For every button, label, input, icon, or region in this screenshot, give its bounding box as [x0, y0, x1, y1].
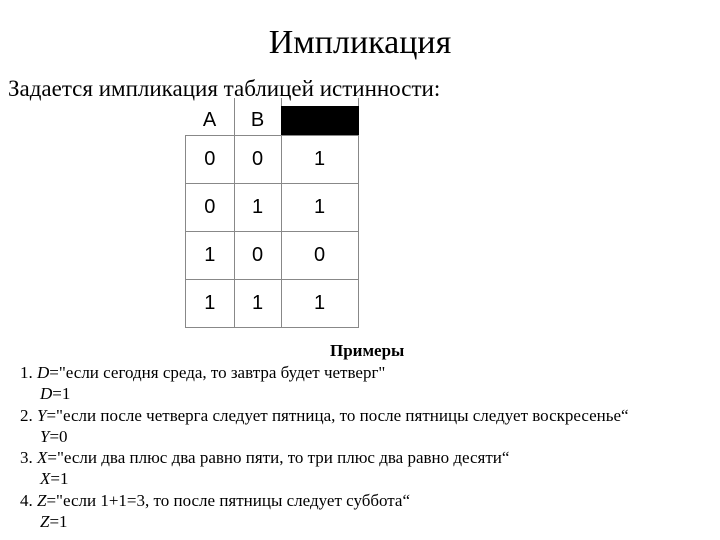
example-variable: X: [37, 448, 48, 468]
examples-list: [20, 362, 629, 532]
intro-text: Задается импликация таблицей истинности:: [8, 76, 441, 101]
example-result-variable: D: [40, 384, 53, 404]
example-result: =1: [49, 512, 68, 532]
table-row: [186, 280, 359, 328]
cell-a: 0: [186, 136, 235, 184]
cell-b: 1: [234, 280, 281, 328]
example-statement-line: [20, 490, 629, 511]
example-number: 4.: [20, 490, 33, 510]
examples-title: Примеры: [330, 341, 405, 360]
table-row: [186, 184, 359, 232]
example-variable: Z: [37, 490, 47, 510]
cell-a: 1: [186, 232, 235, 280]
table-row: [186, 232, 359, 280]
example-result-line: [20, 511, 629, 532]
example-number: 1.: [20, 363, 33, 382]
example-result-line: [20, 383, 629, 404]
example-statement: ="если после четверга следует пятница, то после пятницы следует воскресенье“: [46, 405, 629, 425]
truth-table: [185, 98, 359, 328]
example-item: [20, 490, 629, 533]
example-item: [20, 362, 629, 405]
cell-a: 1: [186, 280, 235, 328]
page-title: Импликация: [268, 24, 452, 61]
redacted-header-box: [281, 106, 359, 135]
example-result-variable: Y: [40, 426, 50, 446]
example-statement: ="если 1+1=3, то после пятницы следует суббота“: [46, 490, 411, 510]
cell-result: 1: [281, 184, 358, 232]
table-row: [186, 136, 359, 184]
example-statement-line: [20, 362, 629, 383]
example-item: [20, 447, 629, 490]
table-header-row: [186, 98, 359, 136]
example-statement-line: [20, 405, 629, 426]
example-result: =1: [52, 384, 71, 404]
example-variable: Y: [37, 405, 47, 425]
example-result-line: [20, 468, 629, 489]
example-item: [20, 405, 629, 448]
cell-a: 0: [186, 184, 235, 232]
cell-result: 1: [281, 280, 358, 328]
header-a: A: [186, 98, 235, 136]
example-result-line: [20, 426, 629, 447]
example-result-variable: X: [40, 469, 51, 489]
example-variable: D: [37, 363, 50, 382]
cell-b: 0: [234, 136, 281, 184]
example-statement-line: [20, 447, 629, 468]
cell-b: 0: [234, 232, 281, 280]
header-implication: [281, 98, 358, 136]
example-statement: ="если сегодня среда, то завтра будет четверг": [49, 363, 386, 382]
example-statement: ="если два плюс два равно пяти, то три плюс два равно десяти“: [47, 448, 510, 468]
example-result-variable: Z: [40, 512, 50, 532]
header-b: B: [234, 98, 281, 136]
example-result: =1: [50, 469, 69, 489]
cell-b: 1: [234, 184, 281, 232]
cell-result: 0: [281, 232, 358, 280]
cell-result: 1: [281, 136, 358, 184]
example-number: 3.: [20, 448, 33, 468]
example-number: 2.: [20, 405, 33, 425]
example-result: =0: [49, 426, 68, 446]
